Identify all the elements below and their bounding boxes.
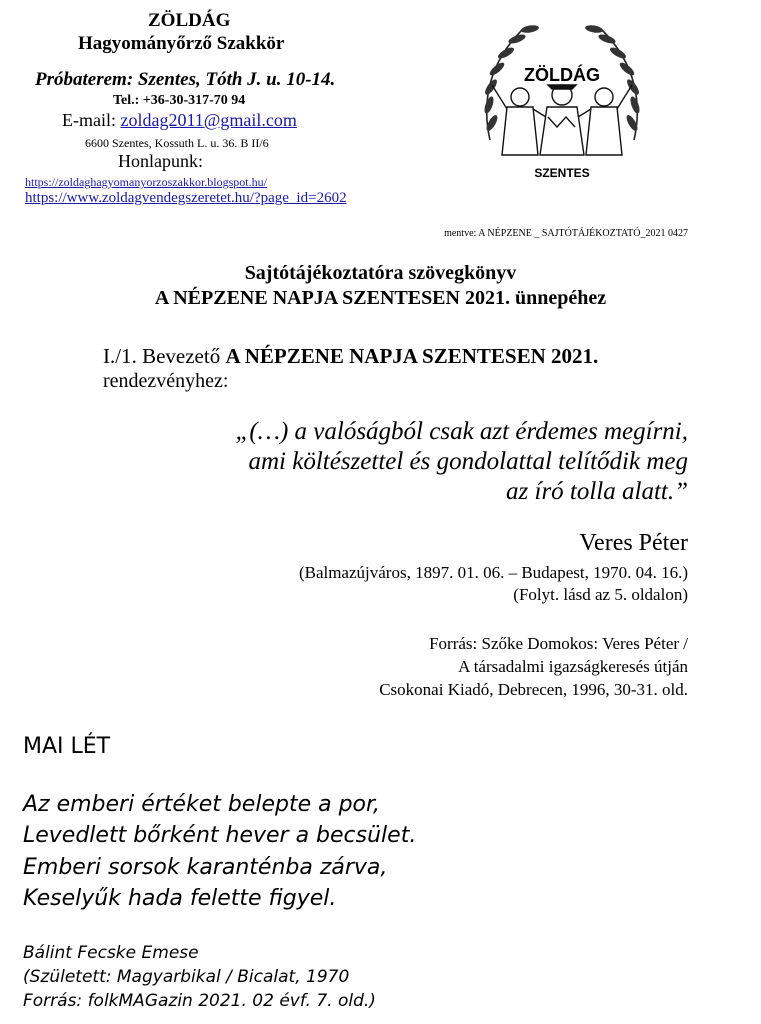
quote-author: Veres Péter [579,530,688,556]
email-link[interactable]: zoldag2011@gmail.com [120,110,297,130]
zoldag-logo [462,5,662,185]
website-link[interactable]: https://www.zoldagvendegszeretet.hu/?page_id=2602 [25,190,347,206]
document-title: Sajtótájékoztatóra szövegkönyv [244,262,517,284]
poem-line: Emberi sorsok karanténba zárva, [23,855,388,880]
document-subtitle: A NÉPZENE NAPJA SZENTESEN 2021. ünnepéhez [154,287,607,309]
quote-line-3: az író tolla alatt.” [506,478,688,505]
email-label: E-mail: [62,110,116,130]
poem-author-born: (Született: Magyarbikal / Bicalat, 1970 [23,967,350,987]
blog-link[interactable]: https://zoldaghagyomanyorzoszakkor.blogspot.hu/ [25,175,267,189]
poem-title: MAI LÉT [23,734,111,759]
source-line-2: A társadalmi igazságkeresés útján [458,657,688,676]
quote-line-2: ami költészettel és gondolattal telítődik meg [248,448,688,475]
section-heading [103,344,598,369]
postal-address: 6600 Szentes, Kossuth L. u. 36. B II/6 [85,136,269,150]
homepage-label: Honlapunk: [118,151,203,171]
poem-line: Keselyűk hada felette figyel. [23,886,337,911]
org-subtitle: Hagyományőrző Szakkör [78,33,285,54]
logo-text: ZÖLDÁG [524,65,600,85]
poem-author: Bálint Fecske Emese [23,943,199,963]
saved-note: mentve: A NÉPZENE _ SAJTÓTÁJÉKOZTATÓ_2021 0427 [444,228,688,239]
logo-town: SZENTES [534,166,590,180]
section-number: I./1. Bevezető [103,344,221,368]
phone-number: Tel.: +36-30-317-70 94 [113,93,246,108]
quote-author-dates: (Balmazújváros, 1897. 01. 06. – Budapest, 1970. 04. 16.) [298,563,688,582]
rehearsal-address: Próbaterem: Szentes, Tóth J. u. 10-14. [35,69,336,90]
poem-source: Forrás: folkMAGazin 2021. 02 évf. 7. old.) [23,991,376,1011]
org-name: ZÖLDÁG [148,10,231,31]
source-line-3: Csokonai Kiadó, Debrecen, 1996, 30-31. old. [379,680,688,699]
section-event-name: A NÉPZENE NAPJA SZENTESEN 2021. [225,344,599,368]
poem-line: Levedlett bőrként hever a becsület. [23,823,417,848]
quote-continued-note: (Folyt. lásd az 5. oldalon) [513,585,688,604]
section-heading-suffix: rendezvényhez: [103,370,229,392]
email-line [62,110,297,131]
quote-line-1: „(…) a valóságból csak azt érdemes megírni, [235,418,688,445]
source-line-1: Forrás: Szőke Domokos: Veres Péter / [429,634,688,653]
poem-line: Az emberi értéket belepte a por, [23,792,381,817]
